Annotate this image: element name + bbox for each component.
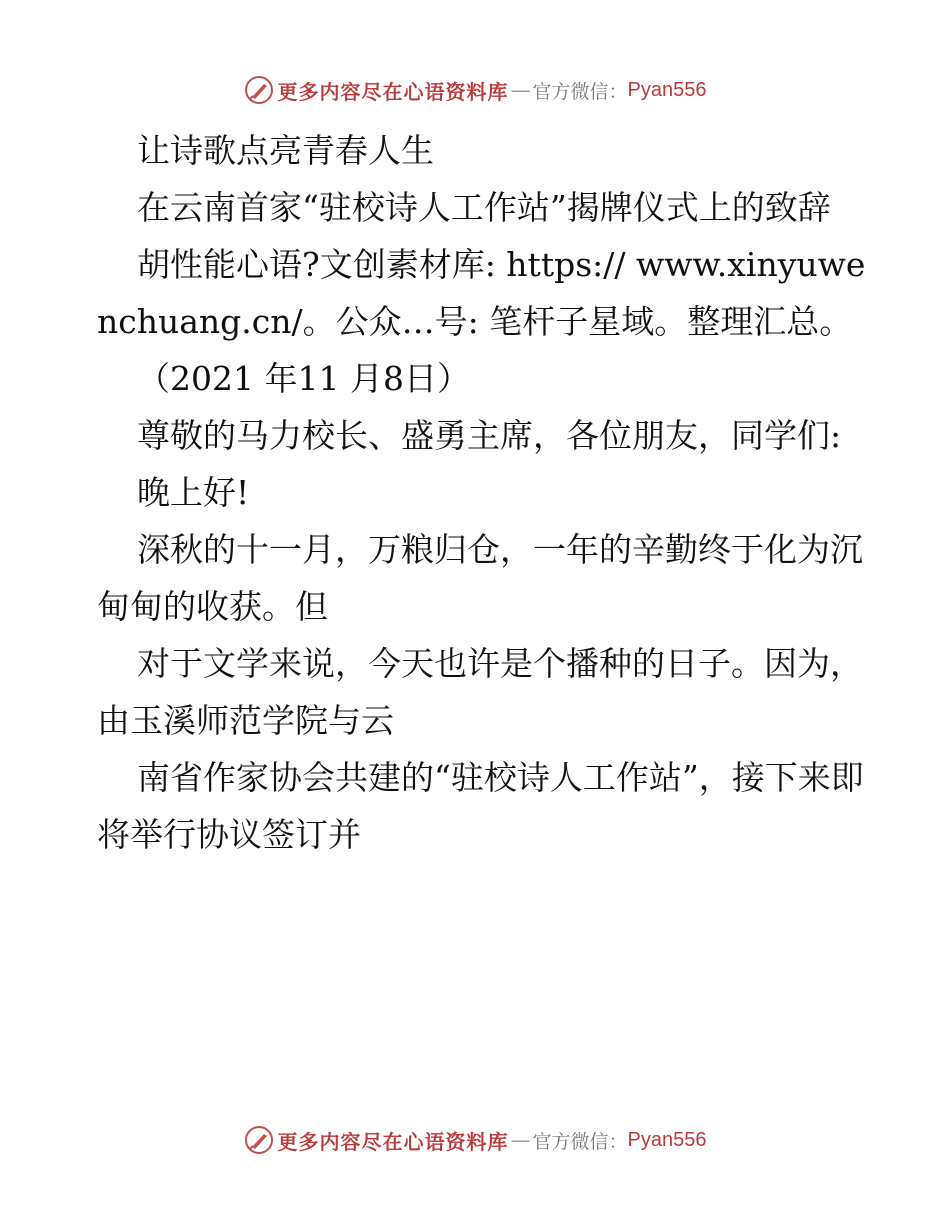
doc-greeting: 晚上好!	[137, 473, 250, 512]
doc-paragraph: 对于文学来说，今天也许是个播种的日子。因为，由玉溪师范学院与云	[97, 644, 863, 740]
banner-text: 更多内容尽在心语资料库	[277, 1129, 509, 1154]
quill-logo-icon	[244, 1125, 274, 1155]
banner-wechat-label: 官方微信：	[532, 1130, 628, 1153]
footer-watermark-banner	[0, 1120, 950, 1160]
doc-paragraph: 深秋的十一月，万粮归仓，一年的辛勤终于化为沉甸甸的收获。但	[97, 530, 863, 626]
quill-logo-icon	[244, 75, 274, 105]
banner-wechat-id: Pyan556	[627, 1128, 707, 1151]
document-body	[97, 122, 867, 863]
doc-title: 让诗歌点亮青春人生	[137, 131, 434, 170]
doc-subtitle: 在云南首家“驻校诗人工作站”揭牌仪式上的致辞	[137, 188, 831, 227]
banner-wechat-id: Pyan556	[627, 78, 707, 101]
banner-wechat-label: 官方微信：	[532, 80, 628, 103]
doc-date: （2021 年11 月8日）	[137, 359, 470, 398]
doc-paragraph: 南省作家协会共建的“驻校诗人工作站”，接下来即将举行协议签订并	[97, 758, 864, 854]
doc-salutation: 尊敬的马力校长、盛勇主席，各位朋友，同学们:	[137, 416, 842, 455]
header-watermark-banner	[0, 70, 950, 110]
banner-separator: —	[510, 78, 531, 102]
banner-text: 更多内容尽在心语资料库	[277, 79, 509, 104]
banner-separator: —	[510, 1128, 531, 1152]
doc-author-source: 胡性能心语?文创素材库: https:// www.xinyuwenchuang.cn/。公众…号: 笔杆子星域。整理汇总。	[97, 245, 866, 341]
